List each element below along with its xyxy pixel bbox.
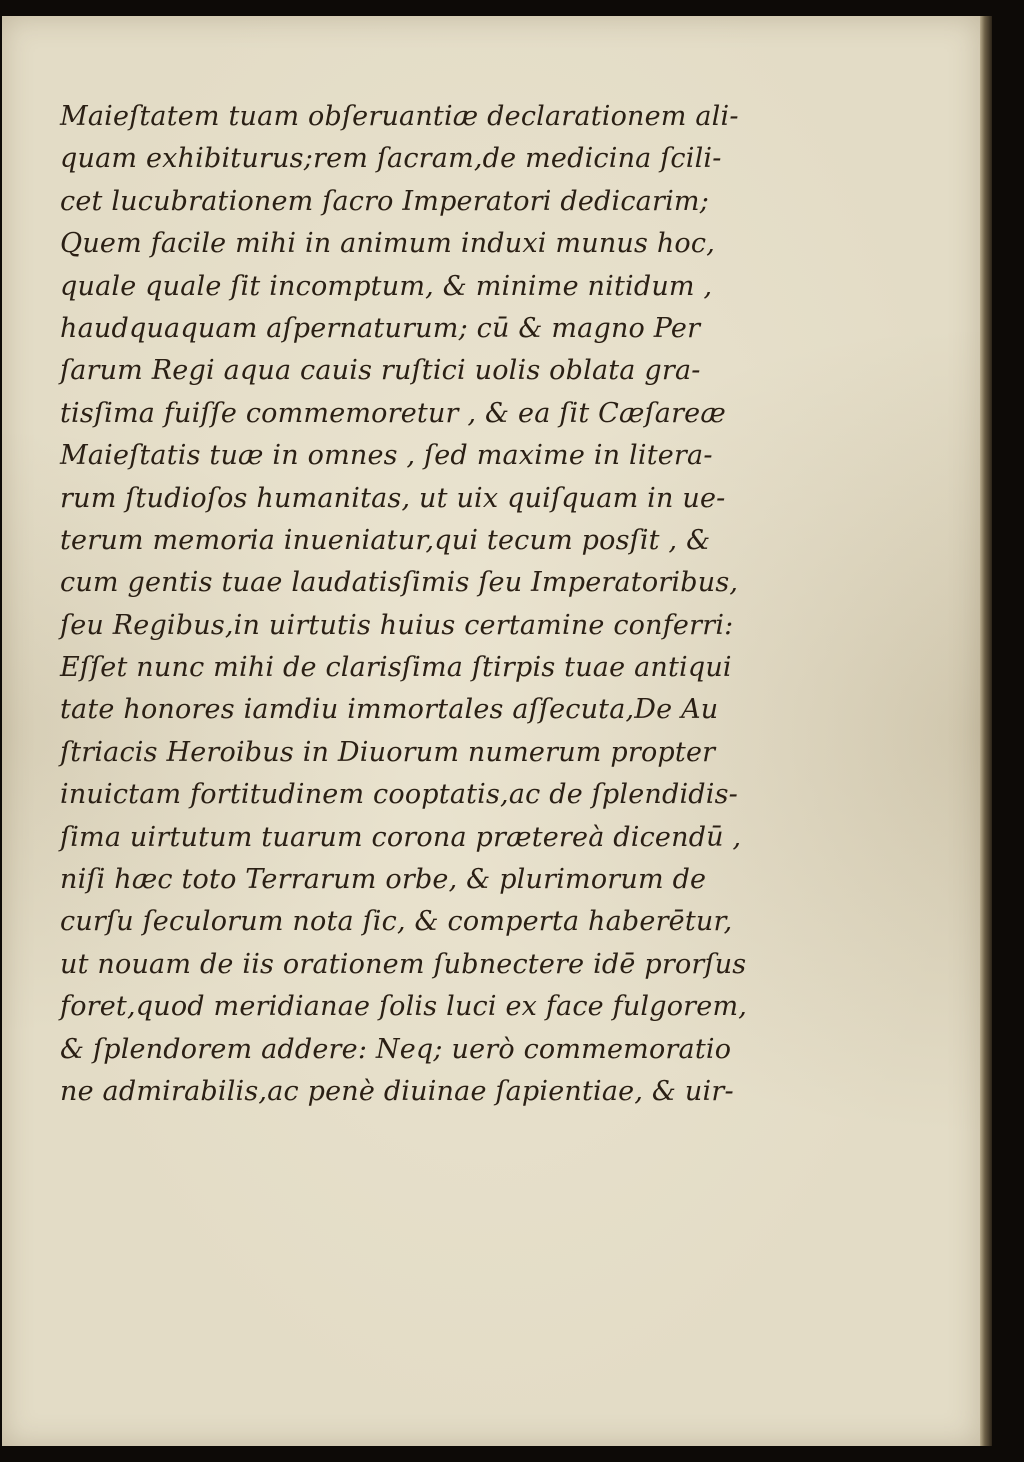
- text-line: Maieſtatis tuæ in omnes , ſed maxime in litera-: [60, 440, 713, 472]
- text-line: ſtriacis Heroibus in Diuorum numerum propter: [60, 736, 716, 768]
- text-line: ſeu Regibus,in uirtutis huius certamine conferri:: [60, 609, 734, 641]
- body-text: [60, 96, 840, 1113]
- text-line: cum gentis tuae laudatisſimis ſeu Imperatoribus,: [60, 567, 739, 599]
- text-line: cet lucubrationem ſacro Imperatori dedicarim;: [60, 185, 710, 217]
- text-line: tate honores iamdiu immortales aſſecuta,De Au: [60, 694, 719, 726]
- text-line: quale quale ſit incomptum, & minime nitidum ,: [60, 270, 713, 302]
- text-line: rum ſtudioſos humanitas, ut uix quiſquam in ue-: [60, 482, 726, 514]
- text-line: tisſima fuiſſe commemoretur , & ea ſit Cæſareæ: [60, 397, 726, 429]
- page-gutter-shadow: [980, 16, 992, 1446]
- text-line: curſu ſeculorum nota ſic, & comperta haberētur,: [60, 906, 733, 938]
- text-line: ſarum Regi aqua cauis ruſtici uolis oblata gra-: [60, 355, 701, 387]
- text-line: Quem facile mihi in animum induxi munus hoc,: [60, 228, 715, 260]
- text-line: ne admirabilis,ac penè diuinae ſapientiae, & uir-: [60, 1075, 734, 1107]
- book-page: [2, 16, 980, 1446]
- text-line: quam exhibiturus;rem ſacram,de medicina ſcili-: [60, 143, 722, 175]
- text-line: foret,quod meridianae ſolis luci ex face fulgorem,: [60, 991, 748, 1023]
- text-line: terum memoria inueniatur,qui tecum posſit , &: [60, 524, 711, 556]
- text-line: inuictam fortitudinem cooptatis,ac de ſplendidis-: [60, 779, 738, 811]
- text-line: ſima uirtutum tuarum corona prætereà dicendū ,: [60, 821, 742, 853]
- text-line: haudquaquam aſpernaturum; cū & magno Per: [60, 312, 701, 344]
- text-line: Eſſet nunc mihi de clarisſima ſtirpis tuae antiqui: [60, 652, 732, 684]
- text-line: ut nouam de iis orationem ſubnectere idē prorſus: [60, 948, 747, 980]
- text-line: & ſplendorem addere: Neq; uerò commemoratio: [60, 1033, 732, 1065]
- text-line: Maieſtatem tuam obſeruantiæ declarationem ali-: [60, 101, 739, 132]
- text-line: niſi hæc toto Terrarum orbe, & plurimorum de: [60, 864, 707, 896]
- scan-border-right: [992, 0, 1024, 1462]
